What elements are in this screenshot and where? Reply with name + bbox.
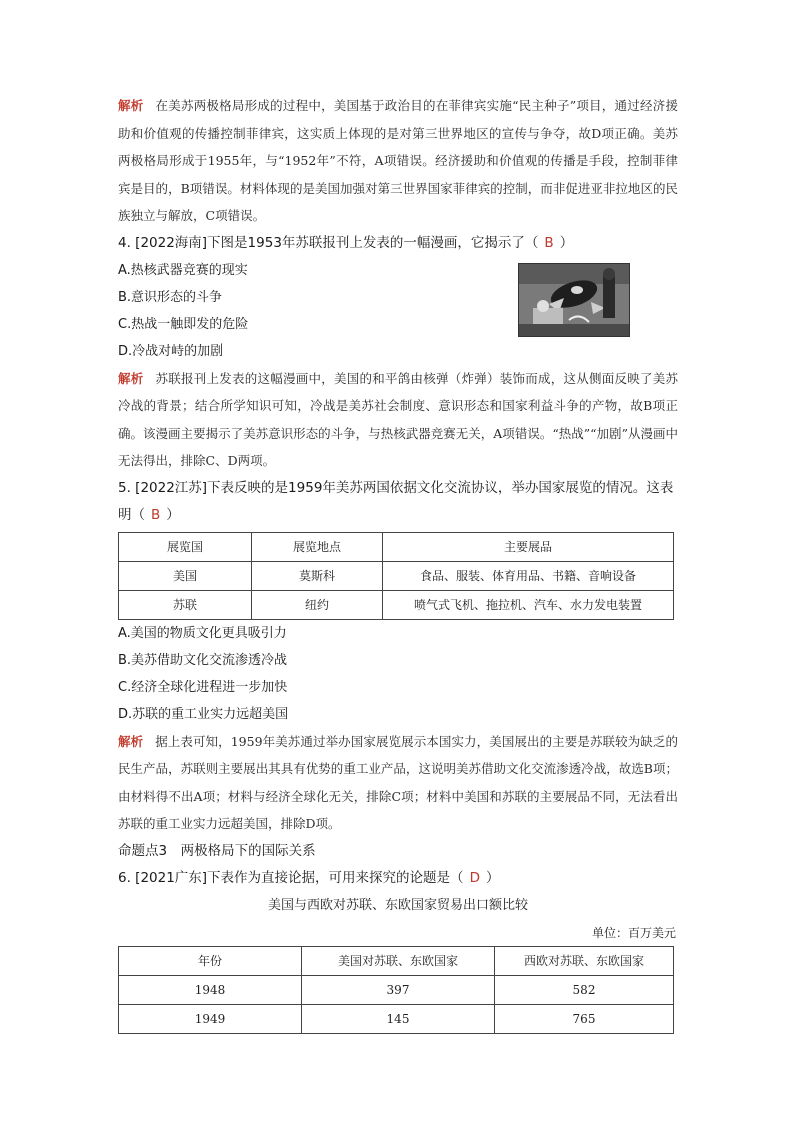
table-header-row: [119, 946, 674, 975]
table-cell: 145: [302, 1004, 495, 1033]
table-header: 主要展品: [383, 532, 674, 561]
answer: B: [151, 506, 161, 523]
table-cell: 喷气式飞机、拖拉机、汽车、水力发电装置: [383, 590, 674, 619]
question-stem: 5. [2022江苏]下表反映的是1959年美苏两国依据文化交流协议，举办国家展览的情况。这表明（ B ）: [118, 479, 674, 523]
option-a: A.热核武器竞赛的现实: [118, 262, 248, 278]
analysis-q5: [118, 728, 678, 838]
analysis-text: 在美苏两极格局形成的过程中，美国基于政治目的在菲律宾实施“民主种子”项目，通过经济援助和价值观的传播控制菲律宾，这实质上体现的是对第三世界地区的宣传与争夺，故D项正确。美苏两极格局形成于1955年，与“1952年”不符，A项错误。经济援助和价值观的传播是手段，控制菲律宾是目的，B项错误。材料体现的是美国加强对第三世界国家菲律宾的控制，而非促进亚非拉地区的民族独立与解放，C项错误。: [118, 98, 678, 223]
table-header-row: [119, 532, 674, 561]
exhibition-table: [118, 532, 674, 620]
table-row: [119, 561, 674, 590]
table-cell: 1949: [119, 1004, 302, 1033]
table-cell: 美国: [119, 561, 252, 590]
table-row: [119, 975, 674, 1004]
table-header: 展览国: [119, 532, 252, 561]
option-a: A.美国的物质文化更具吸引力: [118, 625, 287, 641]
table-cell: 纽约: [252, 590, 383, 619]
analysis-label: 解析: [118, 98, 144, 113]
option-b: B.意识形态的斗争: [118, 289, 223, 305]
answer: D: [469, 869, 480, 886]
section-heading: 命题点3 两极格局下的国际关系: [118, 842, 316, 859]
table-cell: 582: [495, 975, 674, 1004]
table-cell: 765: [495, 1004, 674, 1033]
table-unit: 单位：百万美元: [591, 925, 676, 940]
question-4: [118, 230, 678, 475]
analysis-q3: [118, 92, 678, 230]
table-cell: 莫斯科: [252, 561, 383, 590]
option-c: C.经济全球化进程进一步加快: [118, 679, 288, 695]
analysis-label: 解析: [118, 733, 144, 749]
analysis-text: 苏联报刊上发表的这幅漫画中，美国的和平鸽由核弹（炸弹）装饰而成，这从侧面反映了美苏冷战的背景；结合所学知识可知，冷战是美苏社会制度、意识形态和国家利益斗争的产物，故B项正确。该漫画主要揭示了美苏意识形态的斗争，与热核武器竞赛无关，A项错误。“热战”“加剧”从漫画中无法得出，排除C、D两项。: [118, 370, 678, 468]
cartoon-image: [518, 263, 630, 337]
table-cell: 苏联: [119, 590, 252, 619]
page: [118, 92, 678, 1034]
question-stem: 4. [2022海南]下图是1953年苏联报刊上发表的一幅漫画，它揭示了（ B ）: [118, 234, 574, 251]
table-cell: 1948: [119, 975, 302, 1004]
table-header: 美国对苏联、东欧国家: [302, 946, 495, 975]
table-cell: 食品、服装、体育用品、书籍、音响设备: [383, 561, 674, 590]
option-c: C.热战一触即发的危险: [118, 316, 249, 332]
table-caption: 美国与西欧对苏联、东欧国家贸易出口额比较: [267, 897, 528, 913]
analysis-label: 解析: [118, 370, 144, 386]
analysis-text: 据上表可知，1959年美苏通过举办国家展览展示本国实力，美国展出的主要是苏联较为缺乏的民生产品，苏联则主要展出其具有优势的重工业产品，这说明美苏借助文化交流渗透冷战，故选B项；由材料得不出A项；材料与经济全球化无关，排除C项；材料中美国和苏联的主要展品不同，无法看出苏联的重工业实力远超美国，排除D项。: [118, 733, 678, 831]
trade-table: [118, 946, 674, 1034]
table-cell: 397: [302, 975, 495, 1004]
table-row: [119, 590, 674, 619]
table-row: [119, 1004, 674, 1033]
table-header: 西欧对苏联、东欧国家: [495, 946, 674, 975]
option-d: D.冷战对峙的加剧: [118, 343, 224, 359]
question-stem: 6. [2021广东]下表作为直接论据，可用来探究的论题是（ D ）: [118, 869, 500, 886]
answer: B: [544, 234, 554, 251]
analysis-q4: [118, 365, 678, 475]
question-5: [118, 475, 678, 838]
option-b: B.美苏借助文化交流渗透冷战: [118, 652, 288, 668]
table-header: 展览地点: [252, 532, 383, 561]
question-6: [118, 865, 678, 1034]
option-d: D.苏联的重工业实力远超美国: [118, 706, 289, 722]
table-header: 年份: [119, 946, 302, 975]
